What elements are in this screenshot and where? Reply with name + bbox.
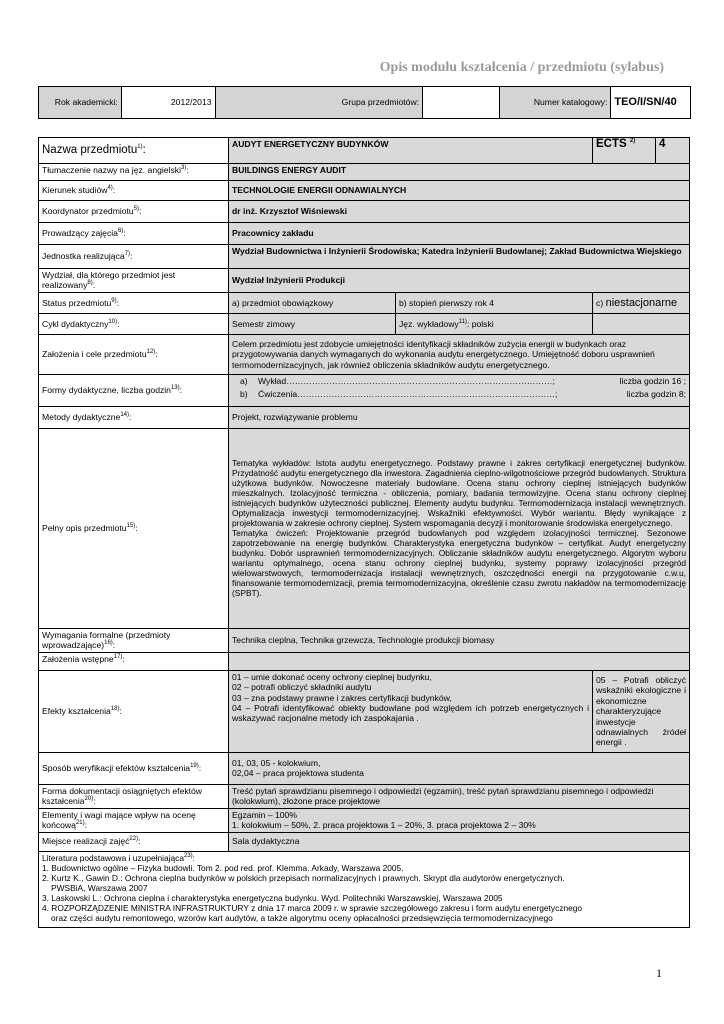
- spos-value: 01, 03, 05 - kolokwium, 02,04 – praca projektowa studenta: [229, 752, 690, 784]
- cykl-label: Cykl dydaktyczny$^{10)}$:: [39, 313, 229, 334]
- elem-value: Egzamin – 100% 1. kolokwium – 50%, 2. praca projektowa 1 – 20%, 3. praca projektowa 2 – 30%: [229, 808, 690, 832]
- formy-label: Formy dydaktyczne, liczba godzin$^{13)}$:: [39, 374, 229, 406]
- lit-item: 4. ROZPORZĄDZENIE MINISTRA INFRASTRUKTURY z dnia 17 marca 2009 r. w sprawie szczegółowego zakresu i form audytu energetycznego: [42, 903, 583, 914]
- rok-label: Rok akademicki:: [39, 87, 122, 119]
- lit-item: 2. Kurtz K., Gawin D.: Ochrona cieplna budynków w polskich przepisach normalizacyjnych i prawnych. Skrypt dla audytorów energetycznych.: [42, 872, 565, 883]
- metody-value: Projekt, rozwiązywanie problemu: [229, 406, 690, 428]
- numer-label: Numer katalogowy:: [500, 87, 611, 119]
- koord-label: Koordynator przedmiotu$^{5)}$:: [39, 201, 229, 223]
- kier-value: TECHNOLOGIE ENERGII ODNAWIALNYCH: [229, 181, 690, 201]
- grupa-value: [423, 87, 500, 119]
- prow-value: Pracownicy zakładu: [229, 223, 690, 245]
- forma-value: Treść pytań sprawdzianu pisemnego i odpowiedzi (egzamin), treść pytań sprawdzianu pisemnego i odpowiedzi (kolokwium), złożone prace projektowe: [229, 784, 690, 808]
- jedn-label: Jednostka realizująca$^{7)}$:: [39, 245, 229, 269]
- ects-label: ECTS $^{2)}$: [593, 138, 656, 164]
- miej-value: Sala dydaktyczna: [229, 832, 690, 851]
- wym-value: Technika cieplna, Technika grzewcza, Technologie produkcji biomasy: [229, 628, 690, 652]
- wydz-value: Wydział Inżynierii Produkcji: [229, 269, 690, 293]
- cykl-empty: [593, 313, 690, 334]
- status-c: c) niestacjonarne: [593, 292, 690, 313]
- page-number: 1: [656, 966, 662, 980]
- grupa-label: Grupa przedmiotów:: [215, 87, 423, 119]
- ef-left: 01 – umie dokonać oceny ochrony cieplnej budynku, 02 – potrafi obliczyć składniki audytu 03 – zna podstawy prawne i zakres certyfikacji budynków, 04 – Potrafi identyfikować obiekty budowlane pod względem ich potrzeb energetycznych i wskazywać racjonalne metody ich zaspokajania .: [229, 670, 593, 752]
- forma-label: Forma dokumentacji osiągniętych efektów kształcenia$^{20)}$:: [39, 784, 229, 808]
- lit-label: Literatura podstawowa i uzupełniająca$^{23)}$:: [42, 852, 195, 863]
- lit-item: oraz części audytu remontowego, wzorów kart audytów, a także algorytmu oceny opłacalności przedsięwzięcia termomodernizacyjnego: [51, 913, 553, 924]
- status-label: Status przedmiotu$^{9)}$:: [39, 292, 229, 313]
- nazwa-value: AUDYT ENERGETYCZNY BUDYNKÓW: [229, 138, 593, 164]
- ects-value: 4: [656, 138, 690, 164]
- nazwa-label: Nazwa przedmiotu$^{1)}$:: [39, 138, 229, 164]
- zal-value: Celem przedmiotu jest zdobycie umiejętności identyfikacji składników zużycia energii w budynkach oraz przygotowywania danych wymaganych do wykonania audytu energetycznego. Umiejętność doboru usprawnień termomodernizacyjnych, jak również obliczenia składników audytu energetycznego.: [229, 334, 690, 374]
- status-b: b) stopień pierwszy rok 4: [396, 292, 593, 313]
- header-table: [38, 86, 691, 119]
- lit-item: 1. Budownictwo ogólne – Fizyka budowli. Tom 2. pod red. prof. Klemma. Arkady, Warszawa 2005.: [42, 862, 404, 873]
- jedn-value: Wydział Budownictwa i Inżynierii Środowiska; Katedra Inżynierii Budowlanej; Zakład Budownictwa Wiejskiego: [229, 245, 690, 269]
- elem-label: Elementy i wagi mające wpływ na ocenę końcową$^{21)}$:: [39, 808, 229, 832]
- literatura: [39, 851, 690, 927]
- koord-value: dr inż. Krzysztof Wiśniewski: [229, 201, 690, 223]
- metody-label: Metody dydaktyczne$^{14)}$:: [39, 406, 229, 428]
- ang-value: BUILDINGS ENERGY AUDIT: [229, 164, 690, 181]
- ef-right: 05 – Potrafi obliczyć wskaźniki ekologiczne i ekonomiczne charakteryzujące inwestycje odnawialnych źródeł energii .: [593, 670, 690, 752]
- ef-label: Efekty kształcenia$^{18)}$:: [39, 670, 229, 752]
- zal-label: Założenia i cele przedmiotu$^{12)}$:: [39, 334, 229, 374]
- jez-value: Jęz. wykładowy$^{11)}$: polski: [396, 313, 593, 334]
- prow-label: Prowadzący zajęcia$^{6)}$:: [39, 223, 229, 245]
- numer-value: TEO/I/SN/40: [611, 87, 691, 119]
- cykl-value: Semestr zimowy: [229, 313, 396, 334]
- pelny-value: Tematyka wykładów: Istota audytu energetycznego. Podstawy prawne i zakres certyfikacji energetycznej budynków. Przydatność audytu energetycznego dla inwestora. Zagadnienia cieplno-wilgotnościowe przegród budowlanych. Struktura użytkowa budynków. Nowoczesne materiały budowlane. Ocena stanu ochrony cieplnej istniejących budynków mieszkalnych. Izolacyjność termiczna - obliczenia, pomiary, badania termowizyjne. Ocena stanu ochrony cieplnej istniejących budynków użyteczności publicznej. Elementy audytu budynku. Termomodernizacja instalacji wewnętrznych. Optymalizacja inwestycji termomodernizacyjnej. Wskaźniki efektywności. Wybór wariantu. Błędy wynikające z projektowania w zakresie ochrony cieplnej. System wspomagania decyzji i monitorowanie środowiska energetycznego. Tematyka ćwiczeń: Projektowanie przegród budowlanych pod względem izolacyjności termicznej. Sezonowe zapotrzebowanie na energię budynków. Charakterystyka energetyczna budynków – certyfikat. Audyt energetyczny budynku. Dobór usprawnień termomodernizacyjnych. Obliczanie składników audytu energetycznego. Algorytm wyboru wariantu optymalnego, ocena stanu ochrony cieplnej budynku, systemy poprawy izolacyjności przegród wielowarstwowych, termomodernizacja instalacji wewnętrznych, oszczędności energii na przygotowanie c.w.u, finansowanie termomodernizacji, premia termomodernizacyjna, określenie czasu zwrotu nakładów na termomodernizację (SPBT).: [229, 428, 690, 628]
- ang-label: Tłumaczenie nazwy na jęz. angielski$^{3)}$:: [39, 164, 229, 181]
- wydz-label: Wydział, dla którego przedmiot jest realizowany$^{8)}$:: [39, 269, 229, 293]
- rok-value: 2012/2013: [121, 87, 215, 119]
- kier-label: Kierunek studiów$^{4)}$:: [39, 181, 229, 201]
- status-a: a) przedmiot obowiązkowy: [229, 292, 396, 313]
- zalw-label: Założenia wstępne$^{17)}$:: [39, 652, 229, 670]
- lit-item: 3. Laskowski L.: Ochrona cieplna i charakterystyka energetyczna budynku. Wyd. Politechniki Warszawskiej, Warszawa 2005: [42, 893, 503, 903]
- lit-item: PWSBiA, Warszawa 2007: [51, 882, 148, 893]
- spos-label: Sposób weryfikacji efektów kształcenia$^{19)}$:: [39, 752, 229, 784]
- wym-label: Wymagania formalne (przedmioty wprowadzające)$^{16)}$:: [39, 628, 229, 652]
- pelny-label: Pełny opis przedmiotu$^{15)}$:: [39, 428, 229, 628]
- miej-label: Miejsce realizacji zajęć$^{22)}$:: [39, 832, 229, 851]
- zalw-value: [229, 652, 690, 670]
- syllabus-table: [38, 137, 690, 928]
- formy-value: a) Wykład…………………………………………………………………………………; liczba godzin 16 ; b) Ćwiczenia………………………………………………………………………………; liczba godzin 8;: [229, 374, 690, 406]
- page-title: Opis modułu kształcenia / przedmiotu (sylabus): [379, 60, 664, 75]
